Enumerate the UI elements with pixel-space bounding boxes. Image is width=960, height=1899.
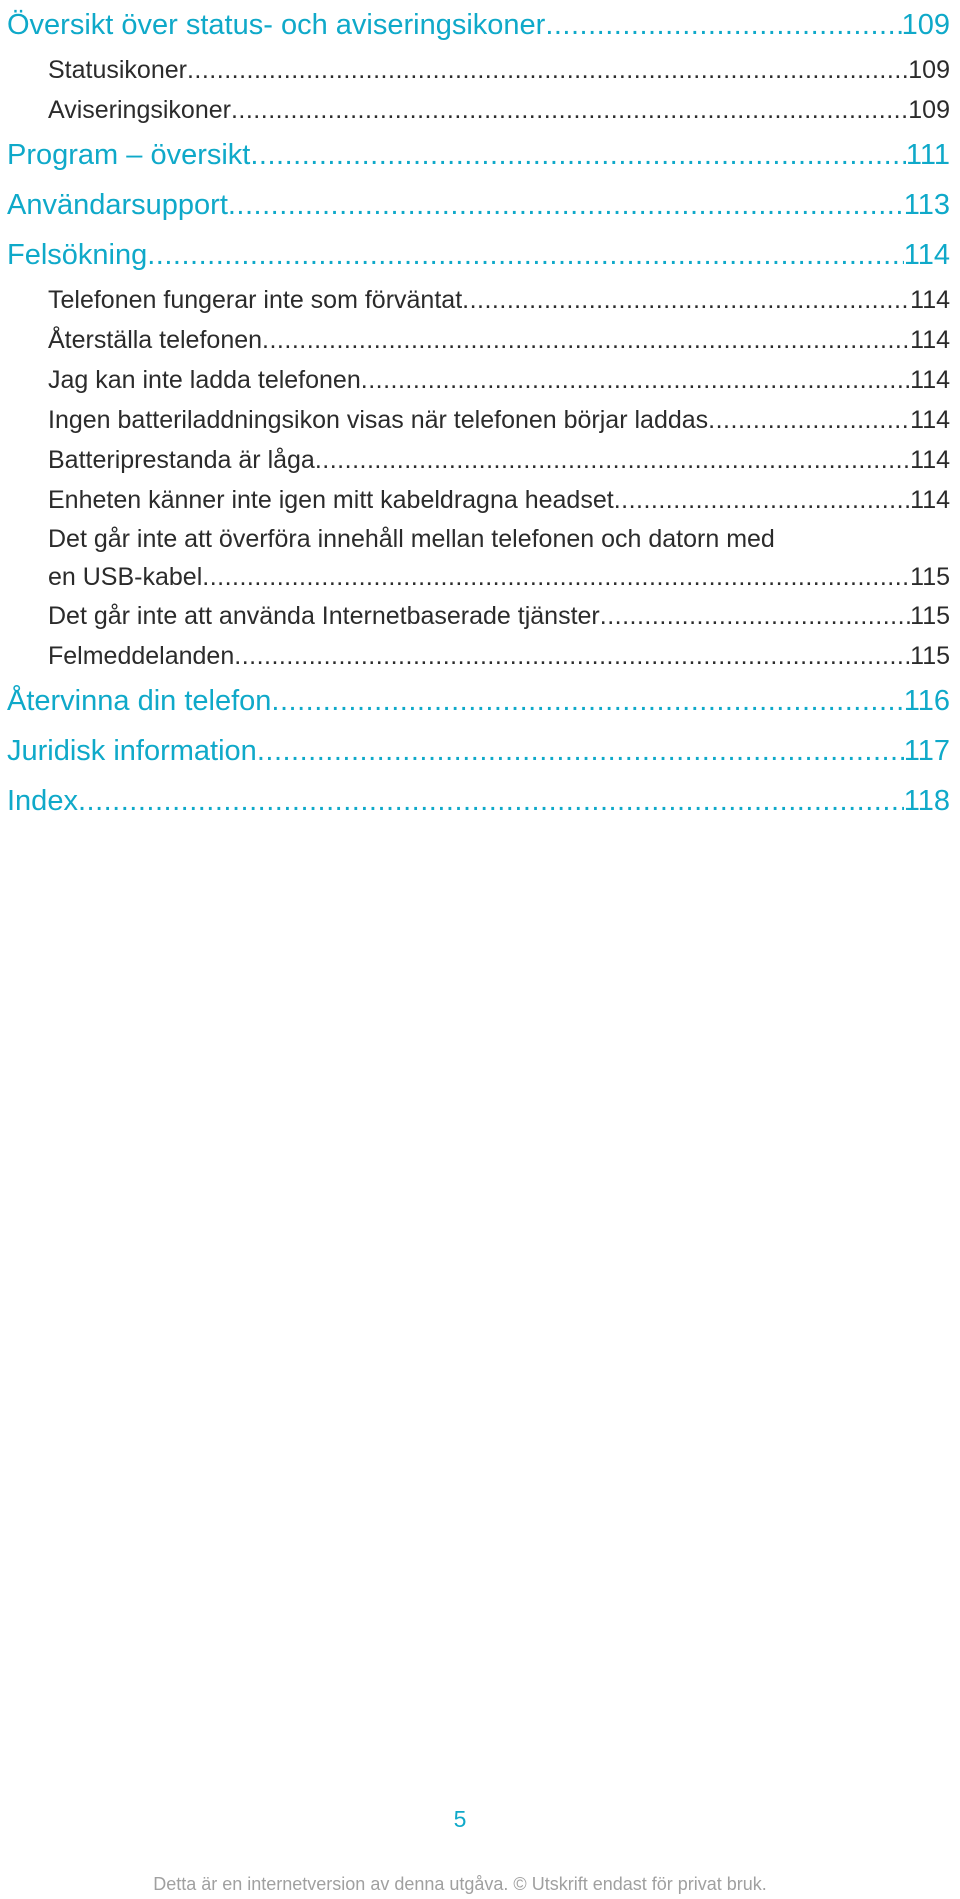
toc-leader-dots (202, 558, 910, 596)
toc-leader-dots (315, 440, 910, 480)
toc-entry-label: Felmeddelanden (48, 642, 235, 670)
toc-entry-batteriprestanda[interactable] (0, 440, 960, 480)
toc-entry-page: 109 (908, 56, 950, 84)
toc-entry-oversikt-ikoner[interactable] (0, 0, 960, 50)
toc-entry-page: 114 (910, 486, 950, 514)
table-of-contents (0, 0, 960, 826)
toc-entry-page: 114 (910, 366, 950, 394)
toc-entry-page: 109 (901, 9, 950, 41)
toc-leader-dots (614, 480, 910, 520)
toc-entry-ingen-batteriladdningsikon[interactable] (0, 400, 960, 440)
toc-entry-juridisk-information[interactable] (0, 726, 960, 776)
toc-leader-dots (228, 180, 904, 230)
toc-entry-label: Telefonen fungerar inte som förväntat (48, 286, 463, 314)
toc-entry-label: Juridisk information (7, 735, 257, 767)
toc-entry-headset[interactable] (0, 480, 960, 520)
toc-entry-statusikoner[interactable] (0, 50, 960, 90)
toc-entry-page: 115 (910, 602, 950, 630)
toc-entry-label: en USB-kabel (48, 563, 203, 591)
footer-notice: Detta är en internetversion av denna utgåva. © Utskrift endast för privat bruk. (153, 1874, 767, 1894)
toc-entry-program-oversikt[interactable] (0, 130, 960, 180)
toc-entry-atervinna[interactable] (0, 676, 960, 726)
toc-entry-label: Återställa telefonen (48, 326, 263, 354)
toc-entry-felmeddelanden[interactable] (0, 636, 960, 676)
toc-entry-index[interactable] (0, 776, 960, 826)
toc-leader-dots (600, 596, 910, 636)
toc-entry-label: Index (7, 785, 78, 817)
toc-entry-telefonen-fungerar-inte[interactable] (0, 280, 960, 320)
toc-entry-page: 115 (910, 642, 950, 670)
toc-leader-dots (234, 636, 910, 676)
toc-entry-label: Översikt över status- och aviseringsikoner (7, 9, 546, 41)
toc-leader-dots (262, 320, 910, 360)
toc-entry-label: Det går inte att använda Internetbaserade tjänster (48, 602, 600, 630)
toc-leader-dots (250, 130, 906, 180)
toc-entry-label: Felsökning (7, 239, 148, 271)
toc-entry-label: Jag kan inte ladda telefonen (48, 366, 361, 394)
toc-leader-dots (257, 726, 904, 776)
toc-entry-page: 118 (903, 785, 950, 817)
toc-entry-page: 117 (903, 735, 950, 767)
toc-entry-page: 116 (903, 685, 950, 717)
toc-leader-dots (78, 776, 904, 826)
toc-entry-label: Användarsupport (7, 189, 228, 221)
toc-entry-page: 109 (908, 96, 950, 124)
toc-entry-internetbaserade-tjanster[interactable] (0, 596, 960, 636)
toc-entry-kan-inte-ladda[interactable] (0, 360, 960, 400)
toc-entry-page: 114 (910, 406, 950, 434)
toc-entry-page: 113 (903, 189, 950, 221)
toc-leader-dots (361, 360, 910, 400)
toc-entry-label: Enheten känner inte igen mitt kabeldragna headset (48, 486, 614, 514)
toc-leader-dots (187, 50, 908, 90)
toc-leader-dots (147, 230, 904, 280)
toc-leader-dots (271, 676, 903, 726)
toc-entry-page: 115 (910, 563, 950, 591)
toc-entry-page: 114 (910, 326, 950, 354)
toc-entry-label: Återvinna din telefon (7, 685, 272, 717)
toc-entry-page: 114 (910, 446, 950, 474)
page-number: 5 (453, 1806, 467, 1832)
toc-entry-label: Batteriprestanda är låga (48, 446, 315, 474)
toc-leader-dots (545, 0, 901, 50)
toc-leader-dots (708, 400, 910, 440)
toc-entry-page: 114 (910, 286, 950, 314)
toc-entry-label: Program – översikt (7, 139, 251, 171)
toc-entry-page: 114 (903, 239, 950, 271)
toc-entry-label: Aviseringsikoner (48, 96, 231, 124)
toc-leader-dots (231, 90, 908, 130)
toc-entry-aterstalla-telefonen[interactable] (0, 320, 960, 360)
toc-entry-anvandarsupport[interactable] (0, 180, 960, 230)
toc-entry-overfora-innehall-line1[interactable]: Det går inte att överföra innehåll mellan telefonen och datorn med (48, 525, 775, 553)
toc-entry-overfora-innehall[interactable] (0, 558, 960, 596)
toc-entry-label: Statusikoner (48, 56, 187, 84)
toc-leader-dots (462, 280, 910, 320)
toc-entry-label: Ingen batteriladdningsikon visas när telefonen börjar laddas (48, 406, 709, 434)
toc-entry-page: 111 (905, 139, 950, 171)
toc-entry-aviseringsikoner[interactable] (0, 90, 960, 130)
toc-entry-felsokning[interactable] (0, 230, 960, 280)
